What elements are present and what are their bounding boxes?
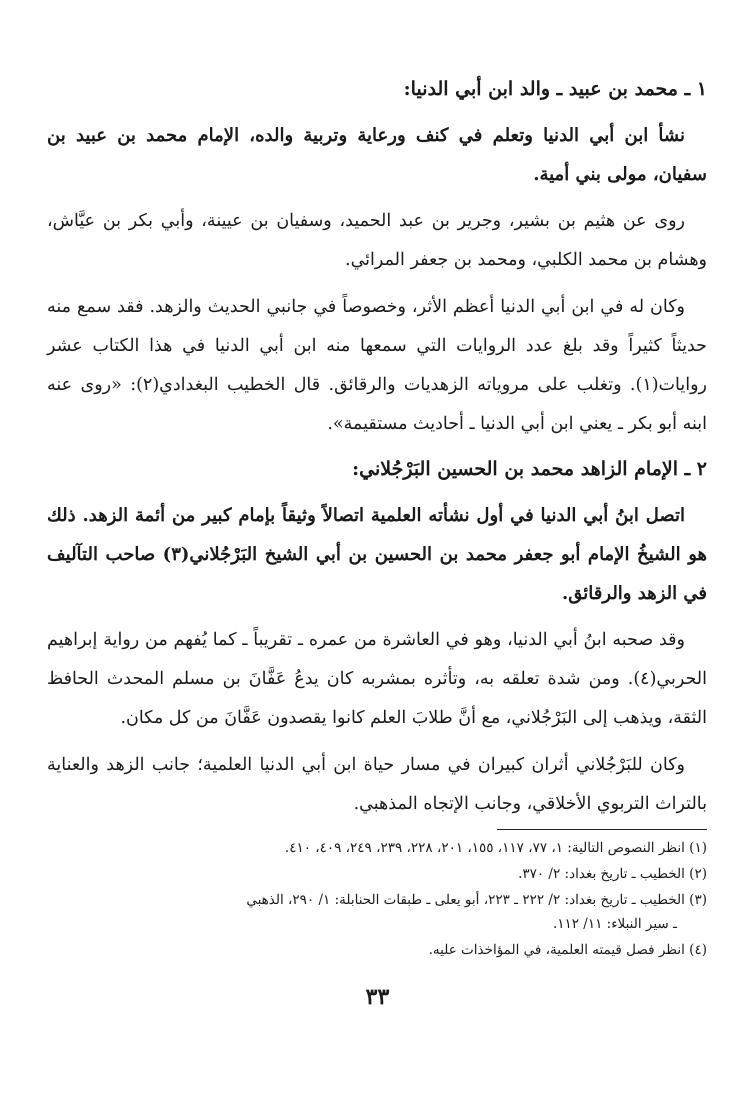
paragraph-companionship: وقد صحبه ابنُ أبي الدنيا، وهو في العاشرة من عمره ـ تقريباً ـ كما يُفهم من رواية إبراهيم الحربي(٤). ومن شدة تعلقه به، وتأثره بمشربه كان يدعُ عَفَّانَ بن مسلم المحدث الحافظ الثقة، ويذهب إلى البَرْجُلاني، مع أنَّ طلابَ العلم كانوا يقصدون عَفَّانَ من كل مكان. (47, 630, 707, 728)
footnote-3 (47, 888, 707, 936)
paragraph-influence: وكان له في ابن أبي الدنيا أعظم الأثر، وخصوصاً في جانبي الحديث والزهد. فقد سمع منه حديثاً كثيراً وقد بلغ عدد الروايات التي سمعها منه ابن أبي الدنيا في هذا الكتاب عشر روايات(١). وتغلب على مروياته الزهديات والرقائق. قال الخطيب البغدادي(٢): «روى عنه ابنه أبو بكر ـ يعني ابن أبي الدنيا ـ أحاديث مستقيمة». (47, 297, 707, 434)
footnote-text: (١) انظر النصوص التالية: ١، ٧٧، ١١٧، ١٥٥، ٢٠١، ٢٢٨، ٢٣٩، ٢٤٩، ٤٠٩، ٤١٠. (284, 840, 707, 856)
footnote-separator (497, 829, 707, 830)
footnote-text: (٢) الخطيب ـ تاريخ بغداد: ٢/ ٣٧٠. (518, 866, 707, 882)
paragraph-upbringing: نشأ ابن أبي الدنيا وتعلم في كنف ورعاية وتربية والده، الإمام محمد بن عبيد بن سفيان، مولى بني أمية. (47, 125, 707, 185)
footnote-text: (٣) الخطيب ـ تاريخ بغداد: ٢/ ٢٢٢ ـ ٢٢٣، أبو يعلى ـ طبقات الحنابلة: ١/ ٢٩٠، الذهبي (246, 892, 707, 908)
page-number: ٣٣ (365, 984, 390, 1010)
footnote-1 (47, 836, 707, 860)
footnotes (47, 836, 707, 964)
paragraph-connection: اتصل ابنُ أبي الدنيا في أول نشأته العلمية اتصالاً وثيقاً بإمام كبير من أئمة الزهد. ذلك هو الشيخُ الإمام أبو جعفر محمد بن الحسين بن أبي الشيخ البَرْجُلاني(٣) صاحب التآليف في الزهد والرقائق. (47, 505, 707, 604)
section-heading-1: ١ ـ محمد بن عبيد ـ والد ابن أبي الدنيا: (403, 78, 707, 100)
footnote-text: (٤) انظر فصل قيمته العلمية، في المؤاخذات عليه. (428, 942, 707, 958)
main-text (47, 72, 707, 832)
paragraph-narrators: روى عن هثيم بن بشير، وجرير بن عبد الحميد، وسفيان بن عيينة، وأبي بكر بن عيَّاش، وهشام بن محمد الكلبي، ومحمد بن جعفر المرائي. (47, 211, 707, 270)
paragraph-two-influences: وكان للبَرْجُلاني أثران كبيران في مسار حياة ابن أبي الدنيا العلمية؛ جانب الزهد والعناية بالتراث التربوي الأخلاقي، وجانب الإتجاه المذهبي. (47, 755, 707, 814)
footnote-2 (47, 862, 707, 886)
footnote-continuation: ـ سير النبلاء: ١١/ ١١٢. (552, 916, 677, 932)
section-heading-2: ٢ ـ الإمام الزاهد محمد بن الحسين البَرْجُلاني: (352, 458, 707, 480)
footnote-4 (47, 938, 707, 962)
